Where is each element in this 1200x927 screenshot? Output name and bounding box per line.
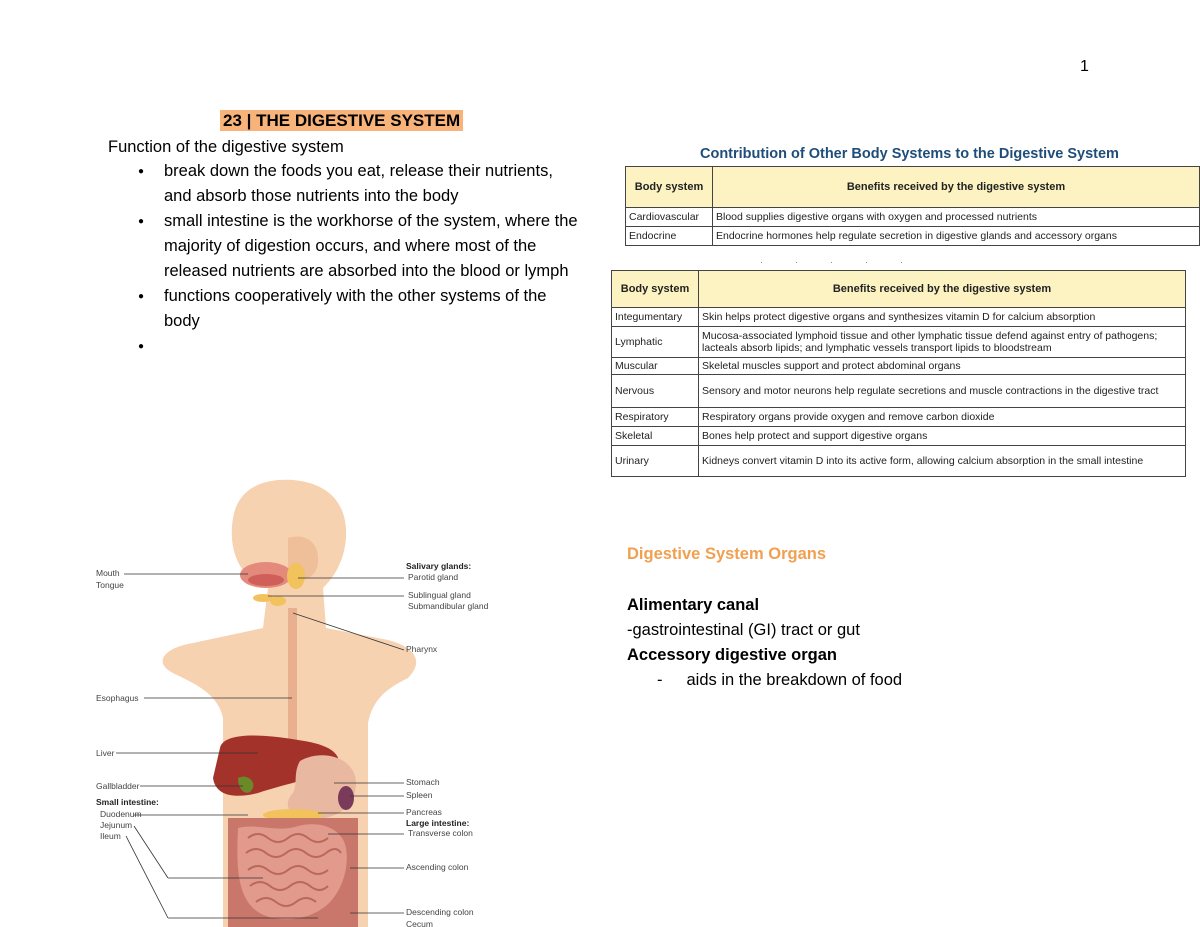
benefit-cell: Endocrine hormones help regulate secretion in digestive glands and accessory organs [713, 227, 1200, 246]
header-body-system: Body system [626, 167, 713, 208]
label-tongue: Tongue [96, 580, 124, 590]
system-cell: Lymphatic [612, 327, 699, 358]
benefit-cell: Kidneys convert vitamin D into its active form, allowing calcium absorption in the small intestine [699, 446, 1186, 477]
alimentary-canal-term: Alimentary canal [627, 596, 760, 614]
label-spleen: Spleen [406, 790, 433, 800]
sublingual-gland-shape [253, 594, 273, 602]
benefit-cell: Mucosa-associated lymphoid tissue and other lymphatic tissue defend against entry of pathogens; lacteals absorb lipids; and lymphatic vessels transport lipids to bloodstream [699, 327, 1186, 358]
label-submandibular-gland: Submandibular gland [408, 601, 489, 611]
digestive-system-diagram [88, 478, 508, 927]
accessory-organ-term: Accessory digestive organ [627, 646, 838, 664]
benefit-cell: Skin helps protect digestive organs and synthesizes vitamin D for calcium absorption [699, 308, 1186, 327]
label-sublingual-gland: Sublingual gland [408, 590, 471, 600]
benefit-cell: Bones help protect and support digestive organs [699, 427, 1186, 446]
organs-section [627, 593, 902, 693]
table-row [612, 308, 1186, 327]
system-cell: Respiratory [612, 408, 699, 427]
body-systems-table-top [625, 166, 1200, 246]
table-row [612, 408, 1186, 427]
header-body-system: Body system [612, 271, 699, 308]
function-bullet-list [138, 159, 578, 359]
label-large-intestine: Large intestine: [406, 818, 470, 828]
table-caption: Contribution of Other Body Systems to the Digestive System [700, 146, 1119, 162]
system-cell: Endocrine [626, 227, 713, 246]
header-benefits: Benefits received by the digestive system [713, 167, 1200, 208]
benefit-cell: Blood supplies digestive organs with oxygen and processed nutrients [713, 208, 1200, 227]
label-cecum: Cecum [406, 919, 433, 927]
table-row [612, 358, 1186, 375]
header-benefits: Benefits received by the digestive system [699, 271, 1186, 308]
label-small-intestine: Small intestine: [96, 797, 159, 807]
label-duodenum: Duodenum [100, 809, 142, 819]
label-esophagus: Esophagus [96, 693, 139, 703]
function-heading: Function of the digestive system [108, 138, 344, 156]
label-jejunum: Jejunum [100, 820, 133, 830]
system-cell: Cardiovascular [626, 208, 713, 227]
page-number: 1 [1080, 58, 1089, 75]
label-pharynx: Pharynx [406, 644, 438, 654]
table-row [612, 327, 1186, 358]
accessory-organ-line [627, 668, 902, 693]
benefit-cell: Sensory and motor neurons help regulate secretions and muscle contractions in the digestive tract [699, 375, 1186, 408]
benefit-cell: Respiratory organs provide oxygen and remove carbon dioxide [699, 408, 1186, 427]
submandibular-gland-shape [270, 596, 286, 606]
page-title: 23 | THE DIGESTIVE SYSTEM [220, 110, 463, 131]
alimentary-canal-desc: -gastrointestinal (GI) tract or gut [627, 621, 860, 639]
label-stomach: Stomach [406, 777, 440, 787]
table-header-row [626, 167, 1200, 208]
label-transverse-colon: Transverse colon [408, 828, 473, 838]
label-descending-colon: Descending colon [406, 907, 474, 917]
system-cell: Muscular [612, 358, 699, 375]
bullet-item-empty [138, 334, 578, 359]
bullet-item: ● break down the foods you eat, release their nutrients, and absorb those nutrients into the body [138, 159, 578, 209]
label-parotid-gland: Parotid gland [408, 572, 459, 582]
label-liver: Liver [96, 748, 115, 758]
table-row [626, 208, 1200, 227]
label-gallbladder: Gallbladder [96, 781, 140, 791]
label-pancreas: Pancreas [406, 807, 442, 817]
bullet-item: ● functions cooperatively with the other systems of the body [138, 284, 578, 334]
parotid-gland-shape [287, 563, 305, 589]
label-ascending-colon: Ascending colon [406, 862, 469, 872]
label-mouth: Mouth [96, 568, 120, 578]
bleed-through-marks: ····· [760, 257, 935, 267]
table-row [612, 427, 1186, 446]
benefit-cell: Skeletal muscles support and protect abdominal organs [699, 358, 1186, 375]
accessory-organ-desc: aids in the breakdown of food [686, 671, 903, 689]
label-ileum: Ileum [100, 831, 121, 841]
spleen-shape [338, 786, 354, 810]
system-cell: Skeletal [612, 427, 699, 446]
dash-marker: - [657, 671, 663, 689]
table-row [612, 375, 1186, 408]
table-row [612, 446, 1186, 477]
organs-heading: Digestive System Organs [627, 545, 826, 563]
system-cell: Urinary [612, 446, 699, 477]
label-salivary-glands: Salivary glands: [406, 561, 472, 571]
table-row [626, 227, 1200, 246]
system-cell: Nervous [612, 375, 699, 408]
table-header-row [612, 271, 1186, 308]
tongue-shape [248, 574, 284, 586]
bullet-item: ● small intestine is the workhorse of the system, where the majority of digestion occurs, and where most of the released nutrients are absorbed into the blood or lymph [138, 209, 578, 284]
body-systems-table-bottom [611, 270, 1186, 477]
system-cell: Integumentary [612, 308, 699, 327]
